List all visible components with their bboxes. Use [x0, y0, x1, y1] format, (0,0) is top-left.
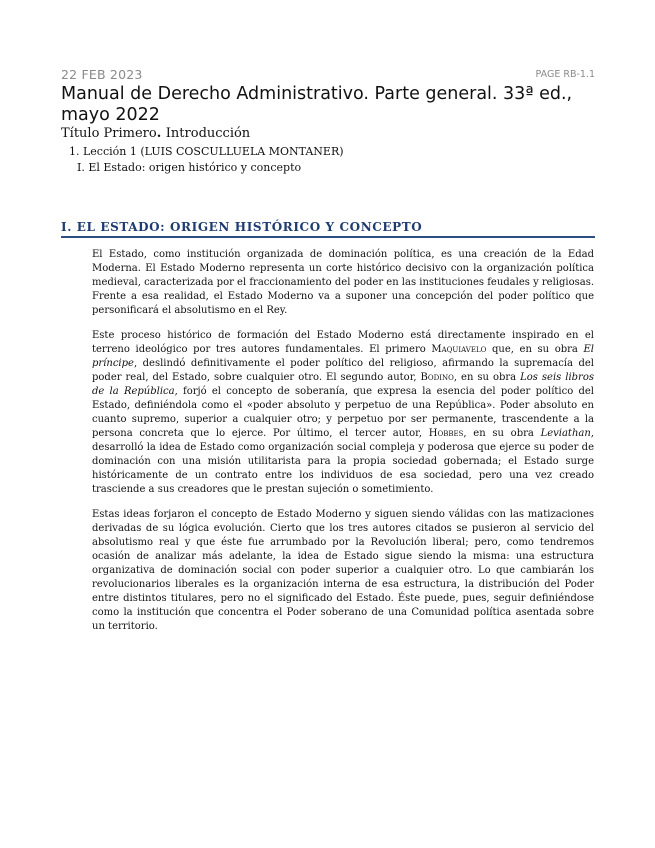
toc-level-1-part: Título Primero [61, 126, 157, 141]
document-date: 22 FEB 2023 [61, 67, 143, 82]
toc-level-3: I. El Estado: origen histórico y concepto [77, 161, 302, 174]
body-text [92, 248, 594, 645]
paragraph-2-text: , forjó el concepto de soberanía, que expresa la esencia del poder político del Estado, definiéndola como el «poder absoluto y perpetuo de una República». Poder absoluto en cuanto supremo, superior a cualquier otro; y perpetuo por ser permanente, trascendente a la persona concreta que lo ejerce. Por último, el tercer autor, [92, 386, 594, 439]
toc-level-1-topic: Introducción [165, 126, 251, 141]
book-title: Manual de Derecho Administrativo. Parte general. 33ª ed., mayo 2022 [61, 84, 573, 125]
paragraph-2 [92, 329, 594, 497]
paragraph-2-text: que, en su obra [486, 344, 584, 355]
author-name: Maquiavelo [431, 344, 487, 355]
paragraph-2-text: Este proceso histórico de formación del Estado Moderno está directamente inspirado en el terreno ideológico por tres autores fundamentales. El primero [92, 330, 594, 355]
page-reference: PAGE RB-1.1 [535, 69, 595, 80]
work-title: Leviathan [540, 428, 591, 439]
section-heading: I. EL ESTADO: ORIGEN HISTÓRICO Y CONCEPTO [61, 220, 595, 238]
toc-level-1-separator: . [156, 126, 166, 141]
paragraph-3: Estas ideas forjaron el concepto de Estado Moderno y siguen siendo válidas con las matizaciones derivadas de su lógica evolución. Cierto que los tres autores citados se pusieron al servicio del absolutismo real y que éste fue arrumbado por la Revolución liberal; pero, como tendremos ocasión de analizar más adelante, la idea de Estado sigue siendo la misma: una estructura organizativa de dominación social con poder superior a cualquier otro. Lo que cambiarán los revolucionarios liberales es la organización interna de esa estructura, la distribución del Poder entre distintos titulares, pero no el significado del Estado. Éste puede, pues, seguir definiéndose como la institución que concentra el Poder soberano de una Comunidad política asentada sobre un territorio. [92, 509, 594, 632]
paragraph-1: El Estado, como institución organizada de dominación política, es una creación de la Edad Moderna. El Estado Moderno representa un corte histórico decisivo con la organización política medieval, caracterizada por el fraccionamiento del poder en las instituciones feudales y religiosas. Frente a esa realidad, el Estado Moderno va a suponer una concepción del poder político que personificará el absolutismo en el Rey. [92, 249, 595, 316]
work-title: Los seis libros de la República [92, 372, 594, 397]
author-name: Bodino [420, 372, 454, 383]
paragraph-2-text: , desarrolló la idea de Estado como organización social compleja y poderosa que ejerce su poder de dominación con una misión utilitarista para la propia sociedad gobernada; el Estado surge históricamente de un contrato entre los individuos de esa sociedad, pero una vez creado trasciende a sus creadores que le prestan sujeción o sometimiento. [92, 428, 594, 495]
paragraph-2-text: , en su obra [463, 428, 541, 439]
paragraph-2-text: , en su obra [453, 372, 521, 383]
author-name: Hobbes [428, 428, 464, 439]
paragraph-2-text: , deslindó definitivamente el poder político del religioso, afirmando la supremacía del poder real, del Estado, sobre cualquier otro. El segundo autor, [92, 358, 594, 383]
toc-level-1 [61, 126, 250, 141]
toc-level-2: 1. Lección 1 (LUIS COSCULLUELA MONTANER) [69, 145, 344, 158]
work-title: El príncipe [92, 344, 594, 369]
